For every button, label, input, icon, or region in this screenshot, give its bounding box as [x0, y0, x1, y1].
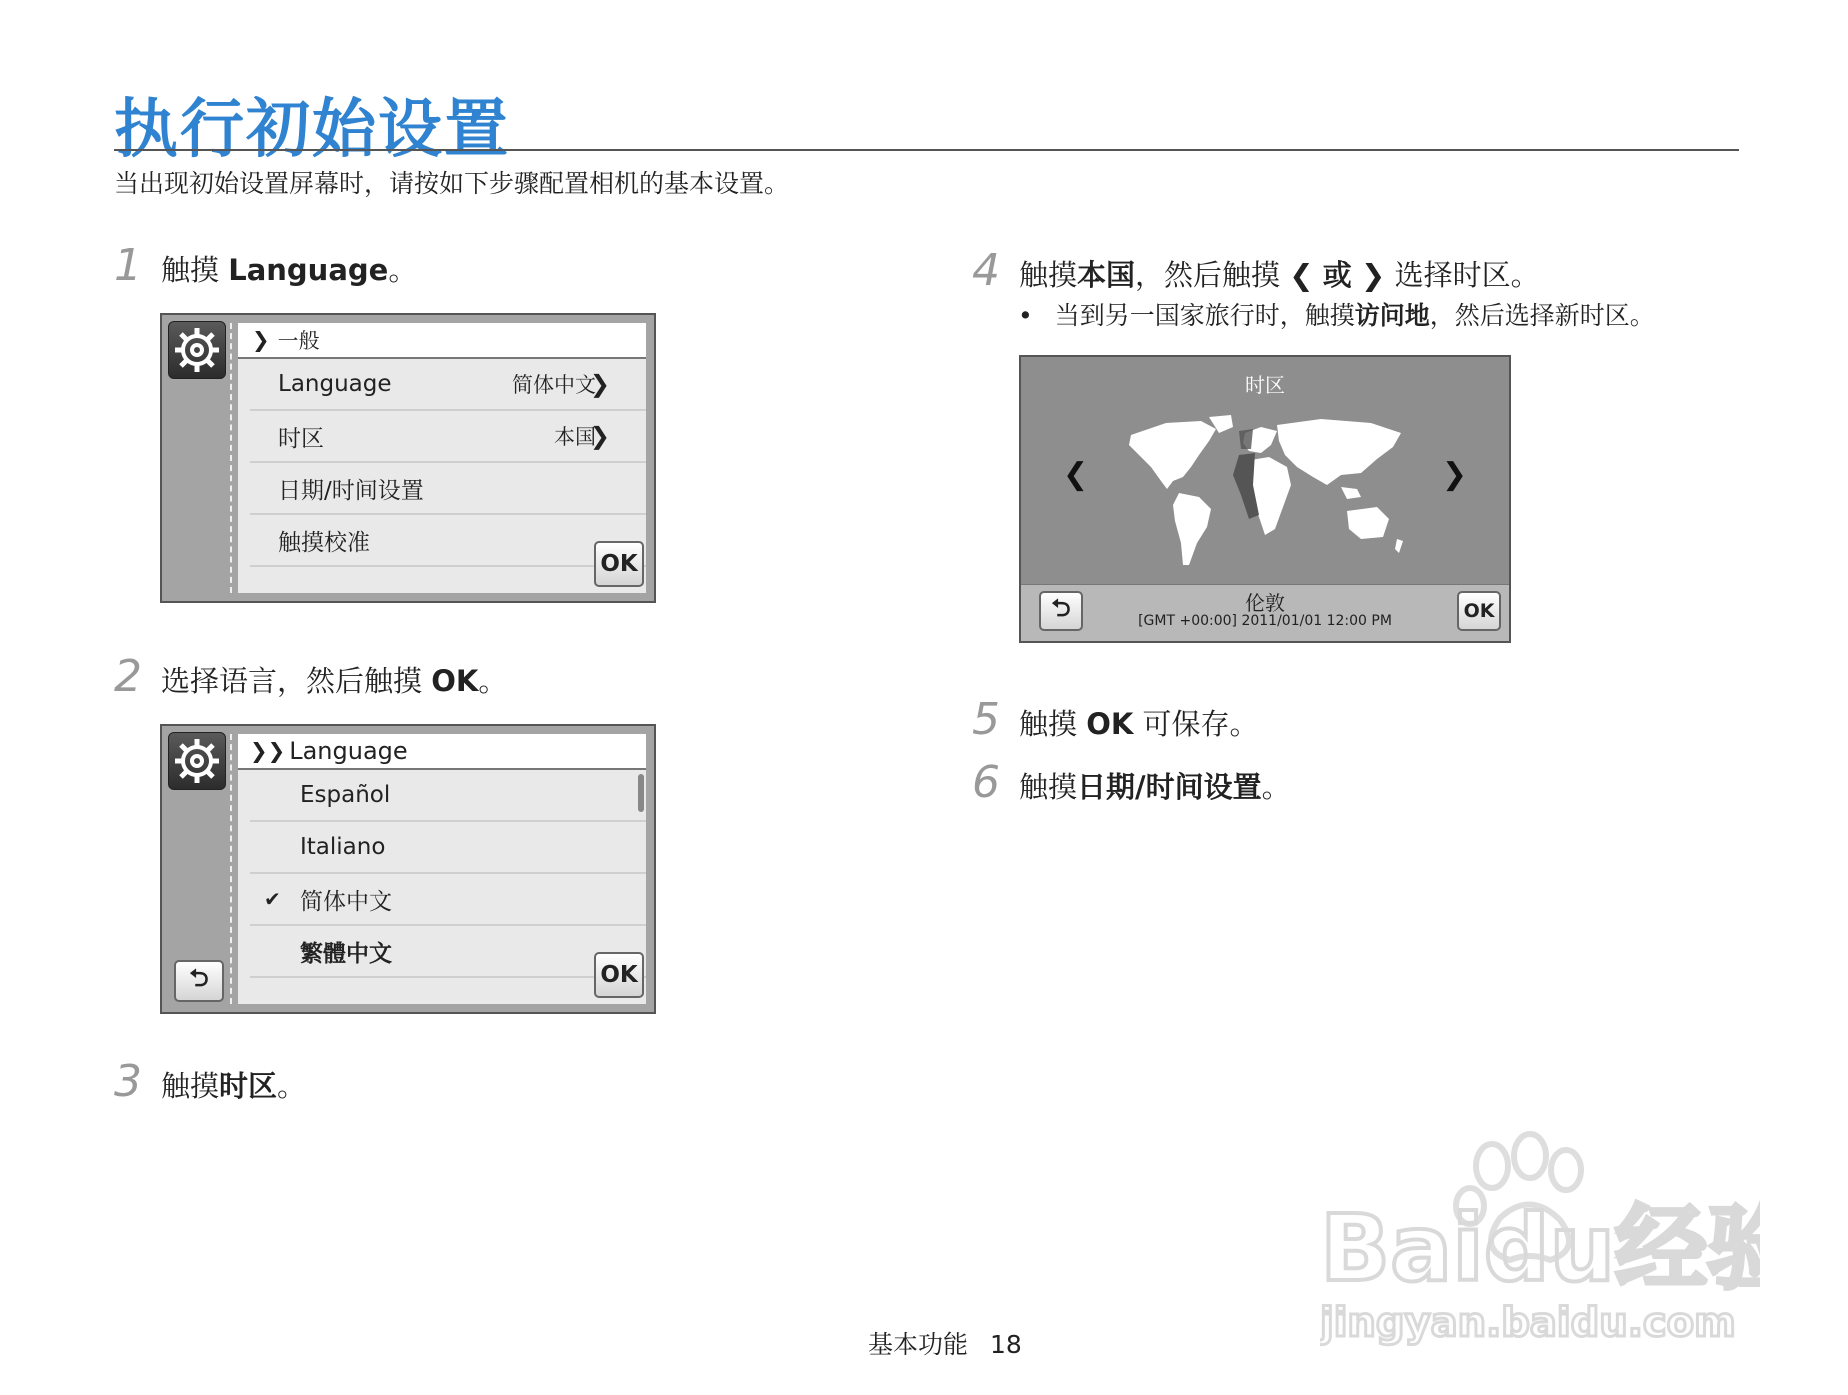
menu-item-touch-calibration[interactable]	[250, 515, 646, 567]
dashed-divider	[230, 734, 232, 1004]
page-number: 18	[989, 1330, 1022, 1359]
timezone-gmt: [GMT +00:00] 2011/01/01 12:00 PM	[1138, 613, 1392, 629]
step-number: 6	[972, 757, 1000, 808]
step-4	[972, 245, 1540, 296]
step-keyword: OK	[1086, 707, 1134, 741]
language-option-label: Italiano	[300, 834, 386, 860]
step-text: 选择语言，然后触摸	[161, 664, 432, 698]
step-keyword: 日期/时间设置	[1077, 770, 1262, 804]
language-screen	[160, 724, 656, 1014]
note-keyword: 访问地	[1354, 301, 1430, 330]
language-option-label: 繁體中文	[300, 940, 392, 967]
menu-item-label: 触摸校准	[278, 529, 370, 556]
step-3	[114, 1056, 306, 1107]
step-text: 触摸	[161, 1069, 220, 1103]
step-keyword: 时区	[219, 1069, 278, 1103]
back-arrow-icon: ⮌	[1051, 593, 1071, 622]
step-text: 可保存。	[1133, 707, 1259, 741]
step-number: 3	[114, 1056, 142, 1107]
dashed-divider	[230, 323, 232, 593]
scrollbar-thumb[interactable]	[638, 774, 644, 812]
step-number: 2	[114, 651, 142, 702]
step-text: 。	[277, 1069, 307, 1103]
chevron-right-icon: ❯	[1361, 258, 1386, 292]
menu-item-label: Language	[278, 371, 392, 397]
step-text: 。	[388, 253, 418, 287]
step-keyword: OK	[431, 664, 479, 698]
step-5	[972, 694, 1259, 745]
step-keyword: 或	[1322, 258, 1352, 292]
step-text: ，然后触摸	[1135, 258, 1281, 292]
step-keyword: Language	[228, 253, 389, 287]
language-option-label: 简体中文	[300, 888, 392, 915]
panel-header	[238, 323, 646, 359]
ok-button[interactable]: OK	[594, 952, 644, 998]
timezone-screen	[1019, 355, 1511, 643]
step-4-note	[1018, 296, 1655, 332]
language-option-selected[interactable]	[250, 874, 646, 926]
watermark-brand: Baidu经验	[1320, 1195, 1760, 1302]
menu-item-value: 简体中文	[512, 373, 596, 397]
menu-item-label: 时区	[278, 425, 324, 452]
intro-text: 当出现初始设置屏幕时，请按如下步骤配置相机的基本设置。	[114, 169, 790, 198]
language-option-label: Español	[300, 782, 391, 808]
note-text: ，然后选择新时区。	[1429, 301, 1655, 330]
panel-header-label: 一般	[277, 329, 320, 353]
step-keyword: 本国	[1077, 258, 1136, 292]
chevron-right-icon: ❯	[589, 370, 610, 398]
title-divider	[114, 149, 1739, 151]
step-number: 4	[972, 245, 1000, 296]
gear-icon	[168, 321, 226, 379]
step-text: 选择时区。	[1394, 258, 1540, 292]
timezone-title: 时区	[1245, 373, 1285, 397]
ok-button[interactable]: OK	[1457, 591, 1501, 631]
menu-item-datetime[interactable]	[250, 463, 646, 515]
language-option[interactable]	[250, 926, 646, 978]
step-text: 触摸	[1019, 770, 1078, 804]
chevron-left-icon[interactable]: ❮	[1063, 457, 1089, 492]
step-2	[114, 651, 507, 702]
language-option[interactable]	[250, 770, 646, 822]
chevron-right-icon: ❯	[589, 422, 610, 450]
footer-section: 基本功能	[868, 1330, 969, 1359]
panel-header	[238, 734, 646, 770]
step-1	[114, 240, 417, 291]
chevron-left-icon: ❮	[1289, 258, 1314, 292]
chevron-right-icon[interactable]: ❯	[1441, 457, 1467, 492]
step-text: 触摸	[161, 253, 229, 287]
note-text: 当到另一国家旅行时，触摸	[1054, 301, 1355, 330]
double-chevron-right-icon: ❯❯	[250, 739, 286, 763]
language-panel	[238, 734, 646, 1004]
chevron-right-icon: ❯	[252, 328, 270, 352]
step-text: 触摸	[1019, 258, 1078, 292]
timezone-city: 伦敦	[1245, 591, 1285, 615]
menu-item-label: 日期/时间设置	[278, 477, 424, 504]
watermark-url: jingyan.baidu.com	[1320, 1300, 1736, 1346]
paw-logo-icon	[1320, 1130, 1760, 1350]
step-number: 1	[114, 240, 142, 291]
step-number: 5	[972, 694, 1000, 745]
menu-item-value: 本国	[554, 425, 596, 449]
step-text: 。	[478, 664, 508, 698]
step-text: 。	[1261, 770, 1291, 804]
bullet-icon: •	[1018, 301, 1033, 330]
panel-header-label: Language	[289, 737, 408, 765]
language-option[interactable]	[250, 822, 646, 874]
baidu-watermark	[1320, 1130, 1760, 1350]
step-text: 触摸	[1019, 707, 1087, 741]
timezone-info-bar	[1021, 584, 1509, 641]
settings-panel	[238, 323, 646, 593]
page-footer	[868, 1325, 1022, 1361]
step-6	[972, 757, 1291, 808]
back-button[interactable]	[174, 960, 224, 1002]
checkmark-icon: ✔	[264, 887, 281, 911]
settings-screen	[160, 313, 656, 603]
menu-item-language[interactable]	[250, 359, 646, 411]
world-map[interactable]	[1121, 415, 1411, 575]
ok-button[interactable]: OK	[594, 541, 644, 587]
gear-icon	[168, 732, 226, 790]
page-title: 执行初始设置	[114, 93, 510, 167]
back-arrow-icon: ⮌	[189, 963, 209, 992]
menu-item-timezone[interactable]	[250, 411, 646, 463]
